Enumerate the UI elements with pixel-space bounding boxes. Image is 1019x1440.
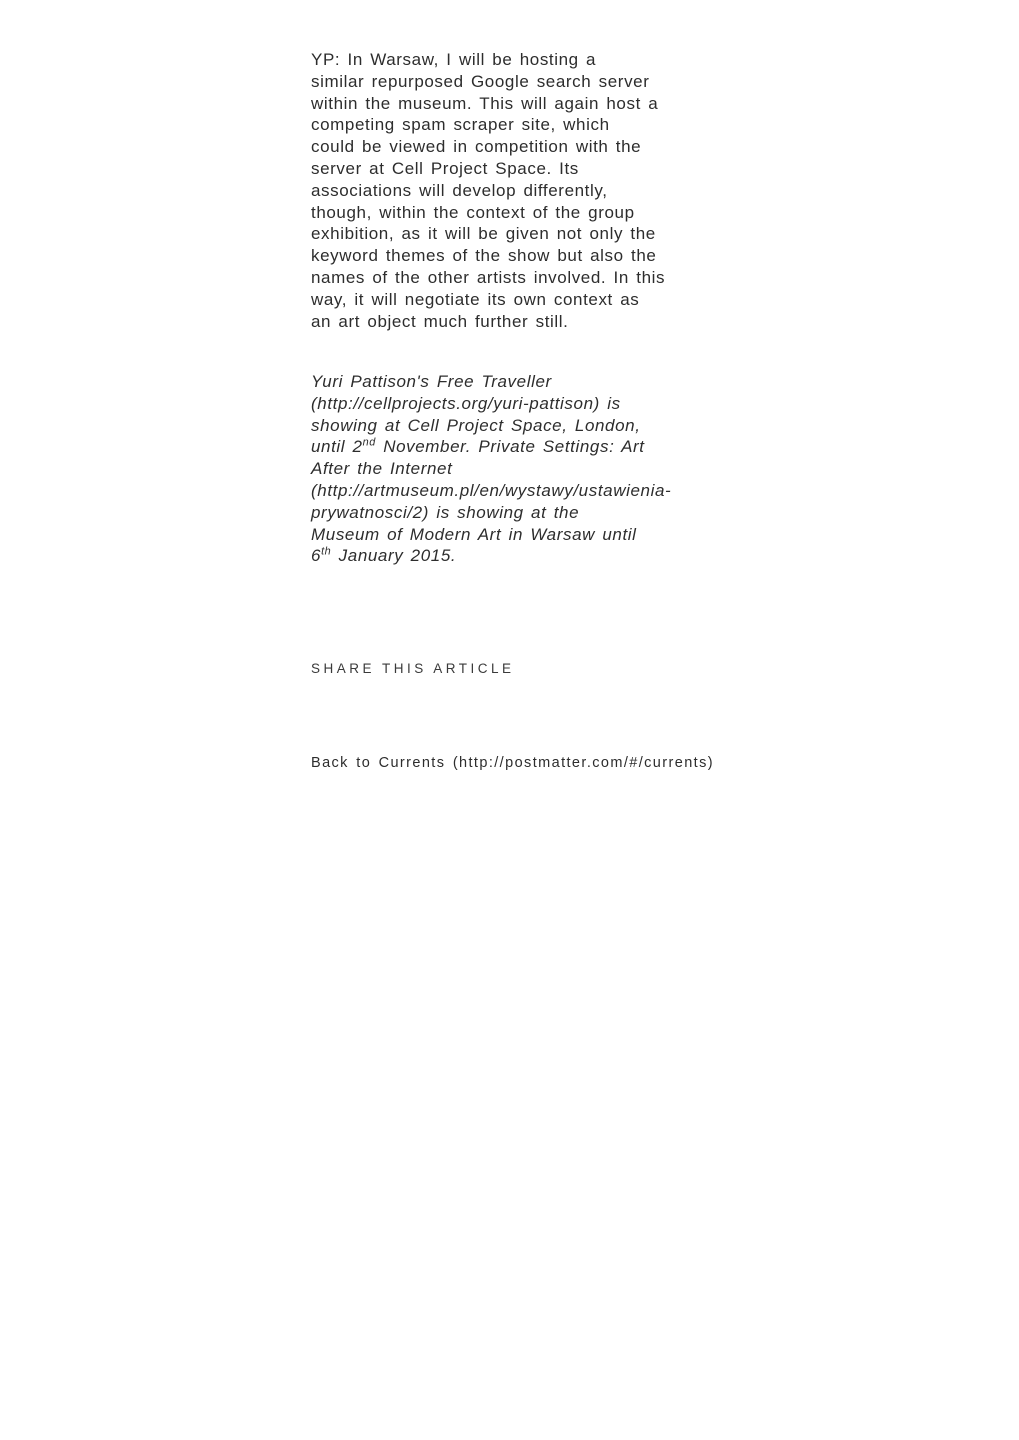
- artmuseum-url-link[interactable]: (http://artmuseum.pl/en/wystawy/ustawienia-: [311, 480, 672, 500]
- body-line: exhibition, as it will be given not only the: [311, 224, 656, 244]
- body-line: YP: In Warsaw, I will be hosting a: [311, 50, 597, 69]
- body-line: way, it will negotiate its own context as: [311, 289, 640, 309]
- credits-line: [311, 436, 751, 458]
- body-line: associations will develop differently,: [311, 180, 608, 200]
- credits-line: After the Internet: [311, 459, 453, 479]
- credits-line-text: January 2015.: [331, 546, 457, 566]
- back-to-currents-link[interactable]: Back to Currents (http://postmatter.com/#/currents): [311, 755, 714, 771]
- credits-paragraph: [311, 371, 751, 567]
- credits-line: Yuri Pattison's Free Traveller: [311, 372, 552, 391]
- artmuseum-url-link[interactable]: prywatnosci/2) is showing at the: [311, 502, 580, 522]
- credits-line: [311, 545, 751, 567]
- article-body-paragraph: [311, 49, 751, 332]
- credits-line-text: until 2: [311, 437, 363, 457]
- body-line: an art object much further still.: [311, 311, 569, 331]
- share-this-article-label: SHARE THIS ARTICLE: [311, 661, 515, 676]
- body-line: within the museum. This will again host a: [311, 93, 659, 113]
- body-line: similar repurposed Google search server: [311, 71, 650, 91]
- body-line: competing spam scraper site, which: [311, 115, 610, 135]
- body-line: names of the other artists involved. In this: [311, 267, 666, 287]
- credits-line-text: 6: [311, 546, 322, 566]
- body-line: though, within the context of the group: [311, 202, 635, 222]
- cellprojects-url-link[interactable]: (http://cellprojects.org/yuri-pattison) is: [311, 393, 621, 413]
- ordinal-superscript: nd: [362, 436, 376, 449]
- body-line: server at Cell Project Space. Its: [311, 158, 579, 178]
- body-line: could be viewed in competition with the: [311, 137, 642, 157]
- credits-line: Museum of Modern Art in Warsaw until: [311, 524, 637, 544]
- credits-line-text: November. Private Settings: Art: [375, 437, 645, 457]
- ordinal-superscript: th: [321, 545, 332, 558]
- body-line: keyword themes of the show but also the: [311, 246, 657, 266]
- credits-line: showing at Cell Project Space, London,: [311, 415, 641, 435]
